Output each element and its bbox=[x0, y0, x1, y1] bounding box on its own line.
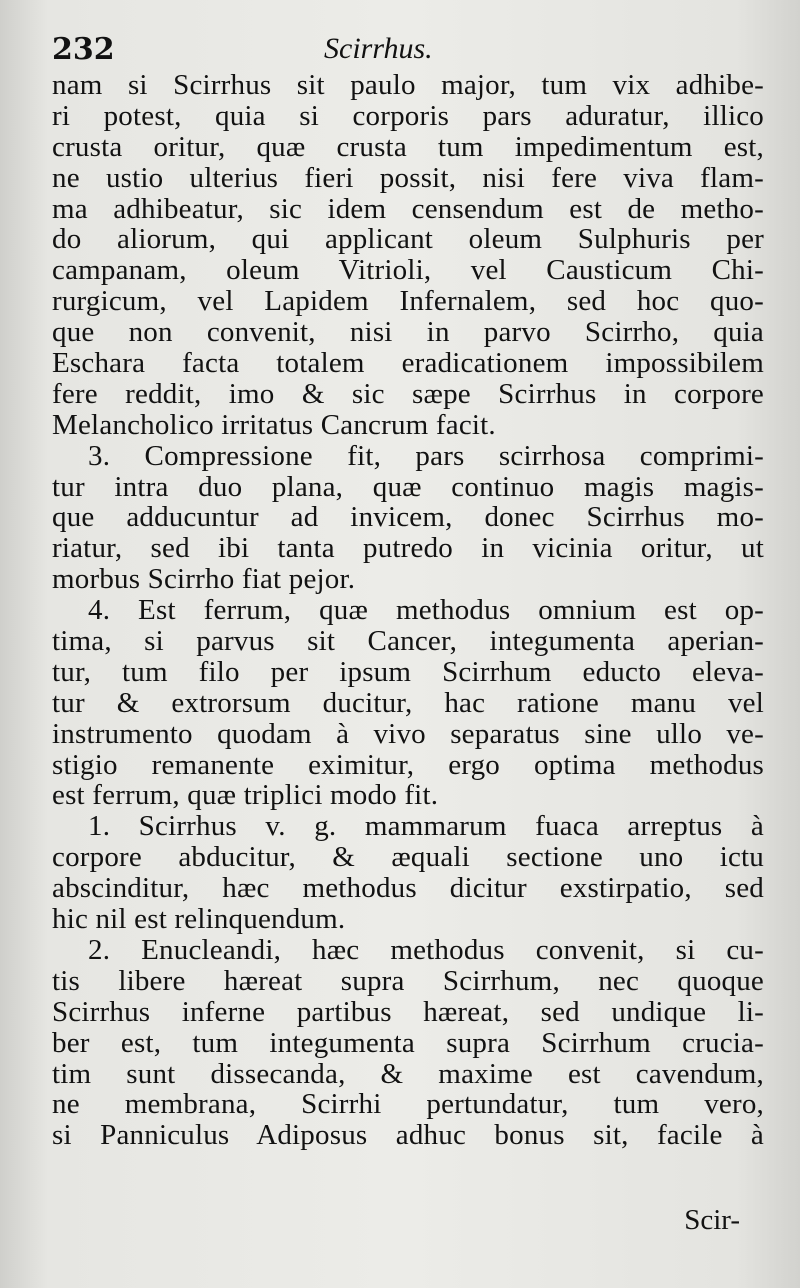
text-line: instrumento quodam à vivo separatus sine ullo ve- bbox=[52, 717, 764, 750]
text-line: 2. Enucleandi, hæc methodus convenit, si cu- bbox=[88, 933, 764, 966]
body-text bbox=[52, 70, 764, 1151]
text-line: tis libere hæreat supra Scirrhum, nec quoque bbox=[52, 964, 764, 997]
text-line: 4. Est ferrum, quæ methodus omnium est op- bbox=[88, 594, 764, 627]
text-line: ma adhibeatur, sic idem censendum est de metho- bbox=[52, 192, 764, 225]
text-line: que non convenit, nisi in parvo Scirrho, quia bbox=[52, 316, 764, 349]
text-line: abscinditur, hæc methodus dicitur exstirpatio, sed bbox=[52, 872, 764, 905]
text-line: fere reddit, imo & sic sæpe Scirrhus in corpore bbox=[52, 377, 764, 410]
catchword: Scir- bbox=[684, 1204, 740, 1236]
text-line: si Panniculus Adiposus adhuc bonus sit, facile à bbox=[52, 1119, 764, 1152]
text-line: Eschara facta totalem eradicationem impossibilem bbox=[52, 347, 764, 380]
text-line: est ferrum, quæ triplici modo fit. bbox=[52, 779, 439, 812]
text-line: hic nil est relinquendum. bbox=[52, 903, 346, 936]
text-line: ne membrana, Scirrhi pertundatur, tum vero, bbox=[52, 1088, 764, 1121]
text-line: 1. Scirrhus v. g. mammarum fuaca arreptus à bbox=[88, 810, 764, 843]
text-line: tur & extrorsum ducitur, hac ratione manu vel bbox=[52, 686, 764, 719]
text-line: morbus Scirrho fiat pejor. bbox=[52, 563, 356, 596]
text-line: ne ustio ulterius fieri possit, nisi fere viva flam- bbox=[52, 161, 764, 194]
text-line: campanam, oleum Vitrioli, vel Causticum Chi- bbox=[52, 254, 764, 287]
text-line: Scirrhus inferne partibus hæreat, sed undique li- bbox=[52, 995, 764, 1028]
text-line: nam si Scirrhus sit paulo major, tum vix adhibe- bbox=[52, 69, 764, 101]
page-header bbox=[52, 28, 752, 72]
text-line: crusta oritur, quæ crusta tum impedimentum est, bbox=[52, 130, 764, 163]
text-line: Melancholico irritatus Cancrum facit. bbox=[52, 408, 496, 441]
text-line: rurgicum, vel Lapidem Infernalem, sed hoc quo- bbox=[52, 285, 764, 318]
text-line: corpore abducitur, & æquali sectione uno ictu bbox=[52, 841, 764, 874]
text-line: do aliorum, qui applicant oleum Sulphuris per bbox=[52, 223, 764, 256]
text-line: riatur, sed ibi tanta putredo in vicinia oritur, ut bbox=[52, 532, 764, 565]
text-line: ber est, tum integumenta supra Scirrhum crucia- bbox=[52, 1026, 764, 1059]
text-line: que adducuntur ad invicem, donec Scirrhus mo- bbox=[52, 501, 764, 534]
text-line: tima, si parvus sit Cancer, integumenta aperian- bbox=[52, 625, 764, 658]
running-head: Scirrhus. bbox=[324, 32, 433, 65]
text-line: 3. Compressione fit, pars scirrhosa comprimi- bbox=[88, 439, 764, 472]
text-line: stigio remanente eximitur, ergo optima methodus bbox=[52, 748, 764, 781]
text-line: ri potest, quia si corporis pars aduratur, illico bbox=[52, 99, 764, 132]
text-line: tim sunt dissecanda, & maxime est cavendum, bbox=[52, 1057, 764, 1090]
page-number: 232 bbox=[52, 32, 115, 67]
text-line: tur intra duo plana, quæ continuo magis magis- bbox=[52, 470, 764, 503]
text-line: tur, tum filo per ipsum Scirrhum educto eleva- bbox=[52, 655, 764, 688]
